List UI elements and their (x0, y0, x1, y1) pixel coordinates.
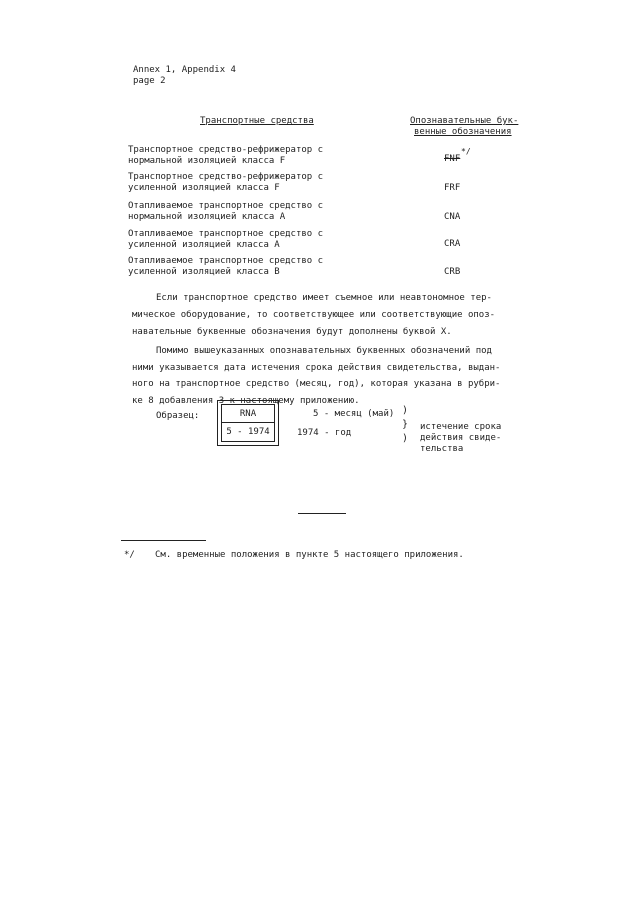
expiry-caption-line1: истечение срока (420, 422, 502, 432)
code-value: CRB (444, 267, 461, 277)
paragraph-line: Помимо вышеуказанных опознавательных буквенных обозначений под (156, 346, 492, 356)
expiry-caption-line3: тельства (420, 444, 464, 454)
page-number: page 2 (133, 76, 166, 86)
brace-bottom: ) (402, 433, 409, 444)
brace-top: ) (402, 405, 409, 416)
sample-label: Образец: (156, 411, 200, 421)
sample-plate-inner (221, 404, 275, 442)
expiry-caption-line2: действия свиде- (420, 433, 502, 443)
sample-plate-divider (222, 422, 274, 423)
paragraph-line: ке 8 добавления 3 к настоящему приложению. (132, 395, 360, 406)
vehicle-description-line2: нормальной изоляцией класса А (128, 212, 286, 222)
footnote-reference: */ (461, 147, 471, 156)
sample-plate-code: RNA (239, 409, 257, 419)
column-header-codes-line2: венные обозначения (414, 127, 512, 137)
legend-month: 5 - месяц (май) (313, 409, 395, 419)
paragraph-line: ного на транспортное средство (месяц, год), которая указана в рубри- (132, 379, 501, 389)
code-value: FNF (444, 154, 461, 164)
vehicle-description-line1: Отапливаемое транспортное средство с (128, 229, 324, 239)
paragraph-line: мическое оборудование, то соответствующее или соответствующие опоз- (132, 310, 496, 320)
code-value: FRF (444, 183, 461, 193)
vehicle-description-line2: усиленной изоляцией класса F (128, 183, 280, 193)
paragraph-line: навательные буквенные обозначения будут дополнены буквой Х. (132, 327, 452, 337)
vehicle-description-line1: Транспортное средство-рефрижератор с (128, 145, 324, 155)
vehicle-description-line1: Отапливаемое транспортное средство с (128, 201, 324, 211)
paragraph-removable-equipment (132, 290, 512, 341)
footnote-text: См. временные положения в пункте 5 настоящего приложения. (155, 550, 464, 560)
vehicle-description-line2: усиленной изоляцией класса В (128, 267, 280, 277)
code-value: CNA (444, 212, 461, 222)
paragraph-line: Если транспортное средство имеет съемное или неавтономное тер- (156, 293, 492, 303)
sample-plate (217, 400, 279, 446)
column-header-codes-line1: Опознавательные бук- (410, 116, 519, 126)
legend-year: 1974 - год (297, 428, 352, 438)
footnote-marker: */ (124, 550, 135, 560)
column-header-vehicles: Транспортные средства (200, 116, 314, 126)
code-value: CRA (444, 239, 461, 249)
vehicle-description-line2: нормальной изоляцией класса F (128, 156, 286, 166)
paragraph-expiry-date (132, 343, 512, 409)
annex-reference: Annex 1, Appendix 4 (133, 65, 236, 75)
sample-plate-date: 5 - 1974 (226, 427, 270, 437)
vehicle-description-line2: усиленной изоляцией класса А (128, 240, 280, 250)
footnote-rule (121, 540, 206, 541)
vehicle-description-line1: Отапливаемое транспортное средство с (128, 256, 324, 266)
section-separator (298, 513, 346, 514)
brace-middle: } (402, 419, 409, 430)
paragraph-line: ними указывается дата истечения срока действия свидетельства, выдан- (132, 362, 501, 373)
vehicle-description-line1: Транспортное средство-рефрижератор с (128, 172, 324, 182)
